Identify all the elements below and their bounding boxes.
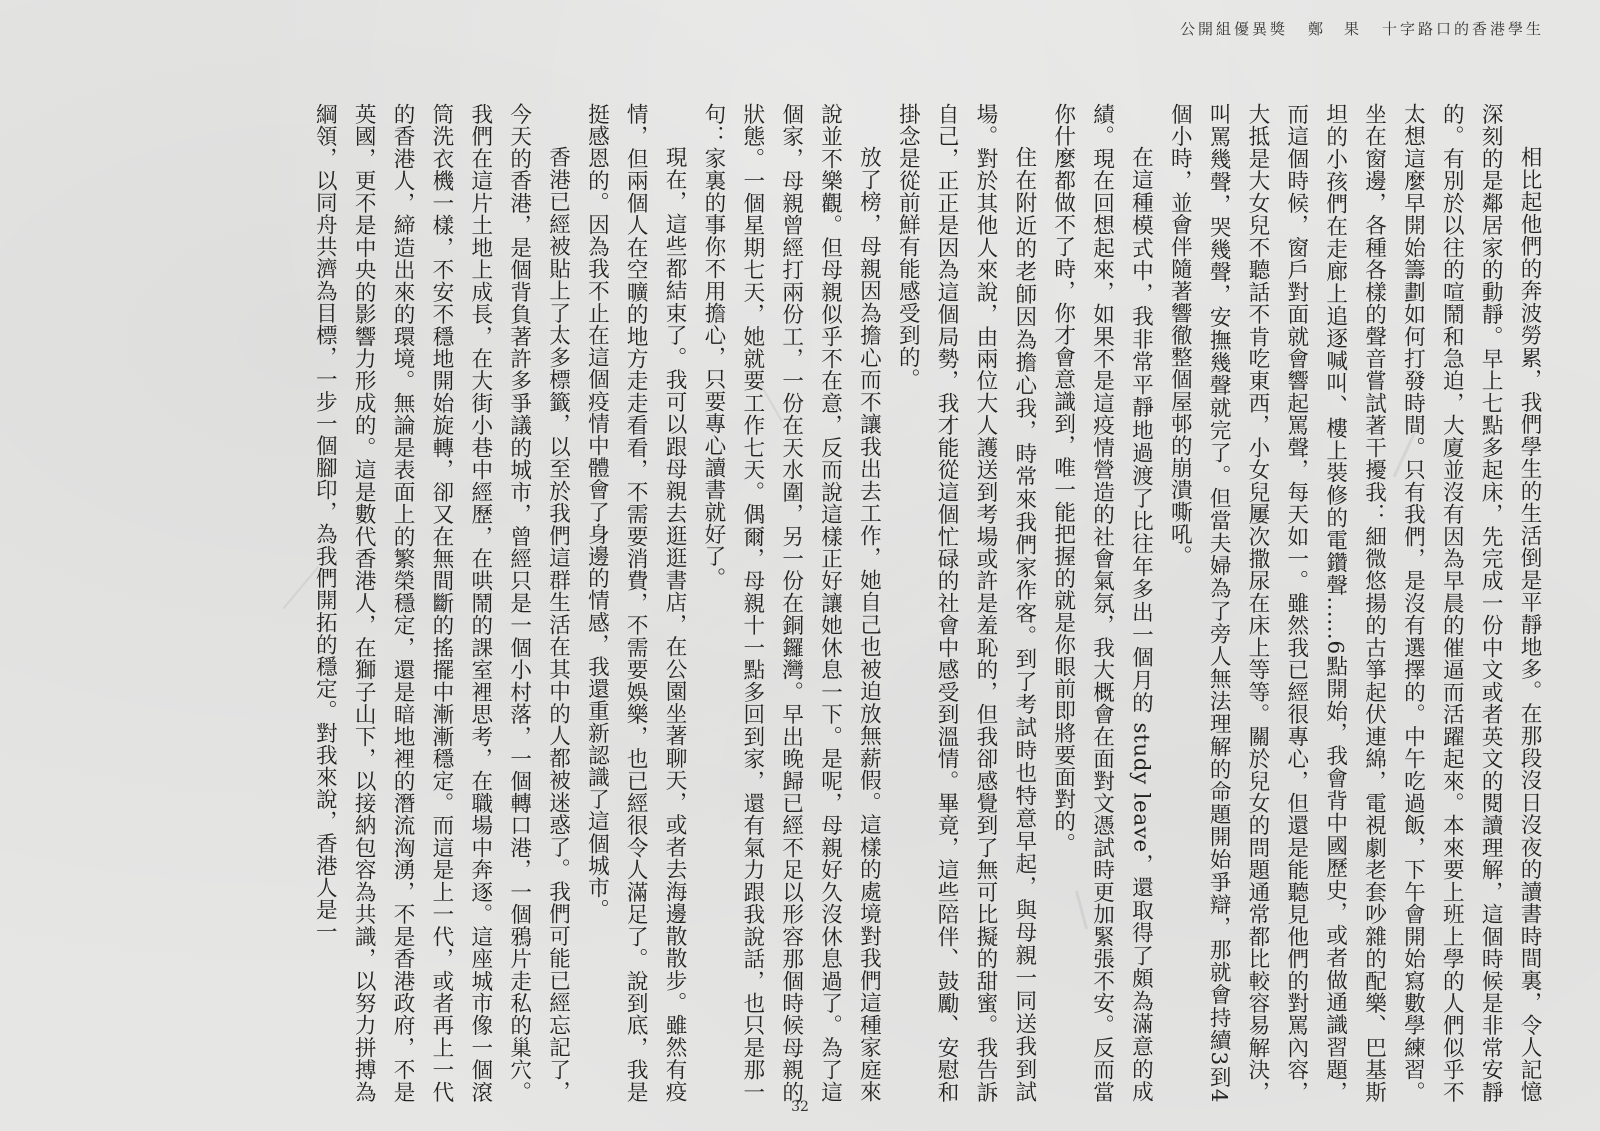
running-header	[1180, 18, 1544, 39]
header-title: 十字路口的香港學生	[1381, 20, 1544, 38]
vertical-text-body	[305, 103, 1549, 1103]
header-author: 鄭 果	[1307, 20, 1362, 38]
paragraph: 住在附近的老師因為擔心我，時常來我們家作客。到了考試時也特意早起，與母親一同送我到試場。對於其他人來說，由兩位大人護送到考場或許是羞恥的，但我卻感覺到了無可比擬的甜蜜。我告訴自己，正正是因為這個局勢，我才能從這個忙碌的社會中感受到溫情。畢竟，這些陪伴、鼓勵、安慰和掛念是從前鮮有能感受到的。	[895, 103, 1037, 1103]
paragraph: 相比起他們的奔波勞累，我們學生的生活倒是平靜地多。在那段沒日沒夜的讀書時間裏，令人記憶深刻的是鄰居家的動靜。早上七點多起床，先完成一份中文或者英文的閱讀理解，這個時候是非常安靜的。有別於以往的喧鬧和急迫，大廈並沒有因為早晨的催逼而活躍起來。本來要上班上學的人們似乎不太想這麼早開始籌劃如何打發時間。只有我們，是沒有選擇的。中午吃過飯，下午會開始寫數學練習。坐在窗邊，各種各樣的聲音嘗試著干擾我：細微悠揚的古箏起伏連綿，電視劇老套吵雜的配樂、巴基斯坦的小孩們在走廊上追逐喊叫、樓上裝修的電鑽聲……6點開始，我會背中國歷史，或者做通識習題，而這個時候，窗戶對面就會響起罵聲，每天如一。雖然我已經很專心，但還是能聽見他們的對罵內容，大抵是大女兒不聽話不肯吃東西，小女兒屢次撒尿在床上等等。關於兒女的問題通常都比較容易解決，叫罵幾聲，哭幾聲，安撫幾聲就完了。但當夫婦為了旁人無法理解的命題開始爭辯，那就會持續3到4個小時，並會伴隨著響徹整個屋邨的崩潰嘶吼。	[1167, 103, 1542, 1103]
paragraph: 現在，這些都結束了。我可以跟母親去逛逛書店，在公園坐著聊天，或者去海邊散散步。雖然有疫情，但兩個人在空曠的地方走走看看，不需要消費，不需要娛樂，也已經很令人滿足了。說到底，我是挺感恩的。因為我不止在這個疫情中體會了身邊的情感，我還重新認識了這個城市。	[584, 103, 688, 1103]
paragraph: 在這種模式中，我非常平靜地過渡了比往年多出一個月的 study leave，還取得了頗為滿意的成績。現在回想起來，如果不是這疫情營造的社會氣氛，我大概會在面對文憑試時更加緊張不安。反而當你什麼都做不了時，你才會意識到，唯一能把握的就是你眼前即將要面對的。	[1050, 103, 1154, 1103]
header-award: 公開組優異獎	[1179, 20, 1288, 38]
paragraph: 香港已經被貼上了太多標籤，以至於我們這群生活在其中的人都被迷惑了。我們可能已經忘記了，今天的香港，是個背負著許多爭議的城市，曾經只是一個小村落，一個轉口港，一個鴉片走私的巢穴。我們在這片土地上成長，在大街小巷中經歷，在哄鬧的課室裡思考，在職場中奔逐。這座城市像一個滾筒洗衣機一樣，不安不穩地開始旋轉，卻又在無間斷的搖擺中漸漸穩定。而這是上一代，或者再上一代的香港人，締造出來的環境。無論是表面上的繁榮穩定，還是暗地裡的潛流洶湧，不是香港政府，不是英國，更不是中央的影響力形成的。這是數代香港人，在獅子山下，以接納包容為共識，以努力拼搏為綱領，以同舟共濟為目標，一步一個腳印，為我們開拓的穩定。對我來說，香港人是一	[312, 103, 571, 1103]
page-number: 32	[791, 1099, 809, 1115]
paragraph: 放了榜，母親因為擔心而不讓我出去工作，她自己也被迫放無薪假。這樣的處境對我們這種家庭來說並不樂觀。但母親似乎不在意，反而說這樣正好讓她休息一下。是呢，母親好久沒休息過了。為了這個家，母親曾經打兩份工，一份在天水圍，另一份在銅鑼灣。早出晚歸已經不足以形容那個時候母親的狀態。一個星期七天，她就要工作七天。偶爾，母親十一點多回到家，還有氣力跟我說話，也只是那一句：家裏的事你不用擔心，只要專心讀書就好了。	[700, 103, 882, 1103]
